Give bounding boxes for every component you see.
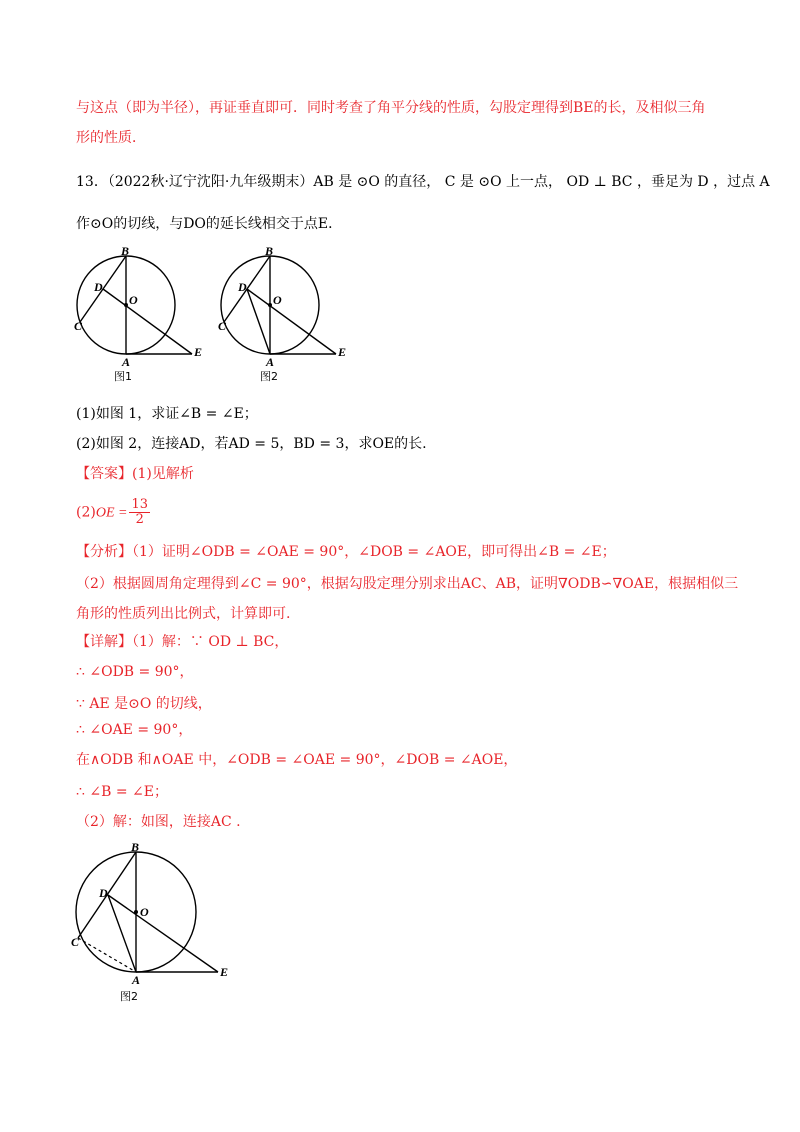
detail-7: （2）解：如图，连接AC . [76, 814, 241, 830]
label-o: O [129, 293, 138, 307]
line-de [108, 895, 218, 972]
label-c: C [74, 319, 83, 333]
analysis-2: （2）根据圆周角定理得到∠C = 90°，根据勾股定理分别求出AC、AB，证明∇ODB∽∇OAE，根据相似三 [76, 576, 739, 592]
segment-ad [247, 289, 270, 354]
figure-caption: 图2 [120, 990, 138, 1003]
analysis-3: 角形的性质列出比例式，计算即可. [76, 606, 291, 622]
answer-2-prefix: (2) [76, 504, 96, 521]
line-de [247, 289, 336, 354]
detail-1: 【详解】（1）解：∵ OD ⊥ BC， [76, 634, 289, 650]
answer-fraction [129, 498, 150, 527]
label-a: A [132, 973, 141, 987]
label-d: D [99, 886, 108, 900]
label-o: O [273, 293, 282, 307]
line-de [103, 289, 192, 354]
label-a: A [266, 355, 275, 369]
answer-2-lhs: OE = [95, 505, 128, 521]
center-point [134, 910, 138, 914]
figure-caption: 图1 [114, 370, 132, 383]
fraction-numerator: 13 [131, 497, 148, 512]
label-e: E [194, 345, 203, 359]
figure-1 [74, 244, 214, 384]
part-1: (1)如图 1，求证∠B = ∠E； [76, 406, 258, 422]
figure-3 [66, 840, 236, 1010]
label-e: E [338, 345, 347, 359]
figure-caption: 图2 [260, 370, 278, 383]
detail-5: 在∧ODB 和∧OAE 中，∠ODB = ∠OAE = 90°，∠DOB = ∠AOE， [76, 752, 518, 768]
label-e: E [220, 965, 229, 979]
label-d: D [94, 280, 103, 294]
label-b: B [131, 840, 140, 854]
label-c: C [71, 935, 80, 949]
segment-ac-dashed [78, 938, 136, 972]
label-d: D [238, 280, 247, 294]
figure-2 [218, 244, 358, 384]
answer-1: 【答案】(1)见解析 [76, 466, 194, 482]
detail-3: ∵ AE 是⊙O 的切线， [76, 696, 212, 712]
label-a: A [122, 355, 131, 369]
answer-2 [76, 498, 150, 528]
question-13: 13．（2022秋·辽宁沈阳·九年级期末）AB 是 ⊙O 的直径， C 是 ⊙O 上一点， OD ⊥ BC ，垂足为 D ，过点 A [76, 174, 770, 190]
center-point [124, 303, 128, 307]
detail-2: ∴ ∠ODB = 90°， [76, 664, 194, 680]
segment-ad [108, 895, 136, 972]
center-point [268, 303, 272, 307]
label-b: B [265, 244, 274, 258]
label-c: C [218, 319, 227, 333]
analysis-1: 【分析】（1）证明∠ODB = ∠OAE = 90°，∠DOB = ∠AOE，即可得出∠B = ∠E； [76, 544, 616, 560]
text-line: 与这点（即为半径），再证垂直即可．同时考查了角平分线的性质，勾股定理得到BE的长，及相似三角 [76, 100, 706, 116]
part-2: (2)如图 2，连接AD，若AD = 5，BD = 3，求OE的长. [76, 436, 427, 452]
question-13-cont: 作⊙O的切线，与DO的延长线相交于点E． [76, 216, 343, 232]
label-b: B [121, 244, 130, 258]
detail-6: ∴ ∠B = ∠E； [76, 784, 168, 800]
fraction-denominator: 2 [135, 512, 144, 527]
text-line: 形的性质． [76, 130, 146, 146]
label-o: O [140, 905, 149, 919]
detail-4: ∴ ∠OAE = 90°， [76, 722, 193, 738]
